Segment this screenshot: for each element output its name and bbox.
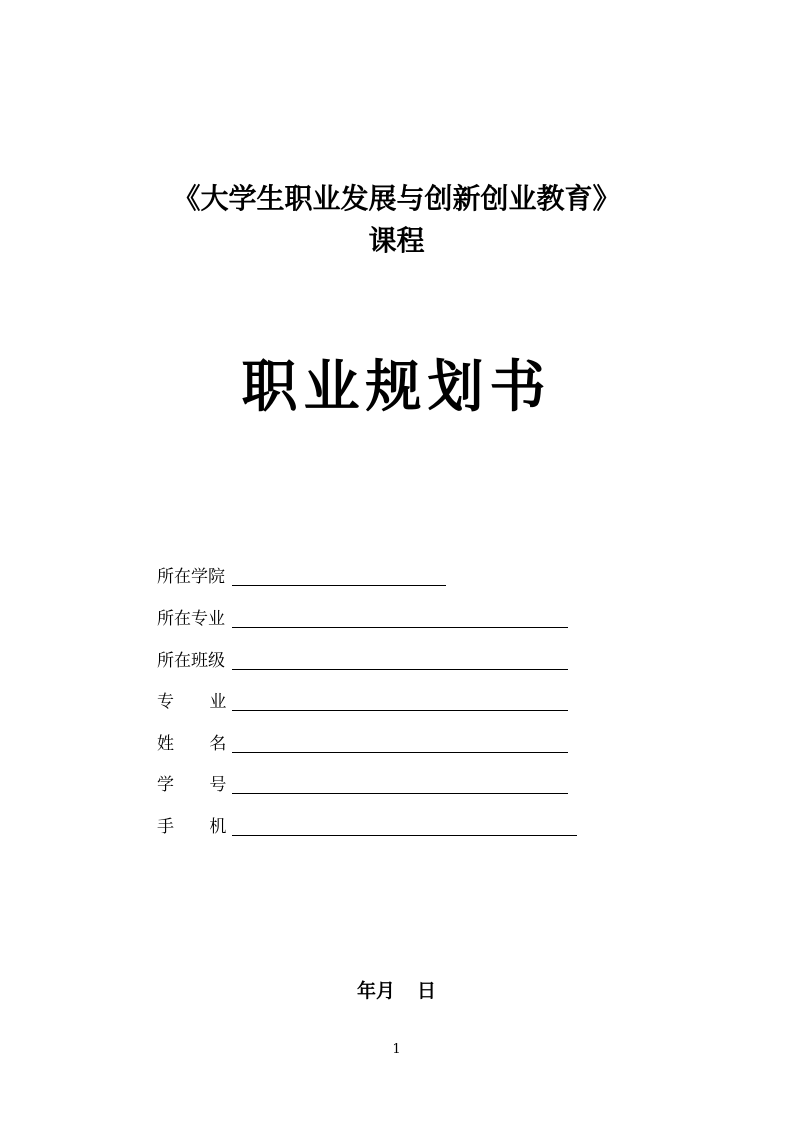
field-input-major[interactable] (232, 688, 568, 711)
field-input-student-id[interactable] (232, 771, 568, 794)
field-label-phone: 手 机 (157, 817, 227, 837)
field-major[interactable] (157, 683, 568, 713)
field-label-college: 所在学院 (157, 567, 225, 587)
field-input-department[interactable] (232, 605, 568, 628)
field-college[interactable] (157, 558, 446, 588)
field-label-student-id: 学 号 (157, 775, 227, 795)
field-label-major: 专 业 (157, 692, 227, 712)
field-student-id[interactable] (157, 766, 568, 796)
date-day: 日 (417, 980, 437, 1002)
date-year: 年 (356, 980, 376, 1002)
date-line (0, 976, 793, 1003)
date-month: 月 (375, 980, 395, 1002)
field-label-name: 姓 名 (157, 734, 227, 754)
field-label-department: 所在专业 (157, 609, 225, 629)
field-name[interactable] (157, 725, 568, 755)
field-input-class[interactable] (232, 647, 568, 670)
field-input-phone[interactable] (232, 813, 577, 836)
field-input-name[interactable] (232, 730, 568, 753)
course-title-line1: 《大学生职业发展与创新创业教育》 (172, 182, 621, 215)
field-department[interactable] (157, 600, 568, 630)
field-phone[interactable] (157, 808, 577, 838)
field-class[interactable] (157, 642, 568, 672)
page-number: 1 (392, 1042, 401, 1057)
field-label-class: 所在班级 (157, 651, 225, 671)
course-title (0, 178, 793, 262)
course-title-line2: 课程 (368, 224, 425, 257)
main-title: 职业规划书 (241, 355, 552, 420)
field-input-college[interactable] (232, 563, 446, 586)
